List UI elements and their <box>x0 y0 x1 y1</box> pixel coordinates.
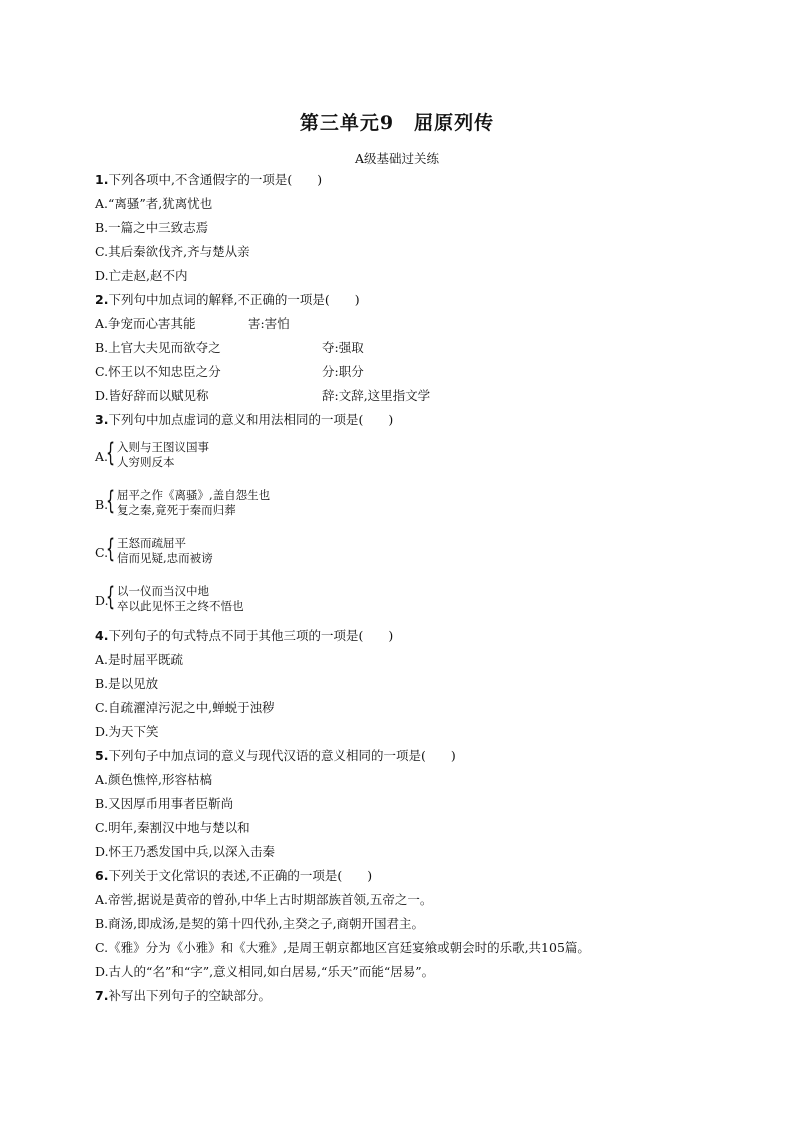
option-sentence: B.上官大夫见而欲夺之 <box>95 340 221 355</box>
option-definition: 分:职分 <box>322 364 364 379</box>
option-letter: A. <box>95 449 109 464</box>
question-text: 下列句子中加点词的意义与现代汉语的意义相同的一项是( ) <box>108 748 456 763</box>
question-1-option-d: D.亡走赵,赵不内 <box>95 268 188 283</box>
question-number: 2. <box>95 292 109 307</box>
question-5-option-d: D.怀王乃悉发国中兵,以深入击秦 <box>95 844 276 859</box>
option-sentence: C.怀王以不知忠臣之分 <box>95 364 221 379</box>
question-6-option-d: D.古人的“名”和“字”,意义相同,如白居易,“乐天”而能“居易”。 <box>95 964 435 979</box>
question-number: 3. <box>95 412 109 427</box>
question-6-option-c: C.《雅》分为《小雅》和《大雅》,是周王朝京都地区宫廷宴飨或朝会时的乐歌,共105篇。 <box>95 940 590 955</box>
question-6-option-b: B.商汤,即成汤,是契的第十四代孙,主癸之子,商朝开国君主。 <box>95 916 425 931</box>
question-text: 下列句中加点词的解释,不正确的一项是( ) <box>108 292 360 307</box>
option-line-2: 人穷则反本 <box>117 455 175 469</box>
option-line-1: 王怒而疏屈平 <box>117 536 186 550</box>
question-number: 5. <box>95 748 109 763</box>
question-1-option-b: B.一篇之中三致志焉 <box>95 220 209 235</box>
question-7-stem <box>95 988 271 1004</box>
option-letter: C. <box>95 545 109 560</box>
option-letter: D. <box>95 593 109 608</box>
question-text: 下列各项中,不含通假字的一项是( ) <box>108 172 323 187</box>
option-line-2: 复之秦,竟死于秦而归葬 <box>117 503 236 517</box>
option-line-2: 卒以此见怀王之终不悟也 <box>117 599 244 613</box>
question-2-option-c <box>95 364 364 380</box>
question-2-option-d <box>95 388 431 404</box>
question-5-option-a: A.颜色憔悴,形容枯槁 <box>95 772 212 787</box>
question-number: 6. <box>95 868 109 883</box>
option-line-1: 屈平之作《离骚》,盖自怨生也 <box>117 488 271 502</box>
brace-icon: { <box>106 534 116 564</box>
option-line-1: 入则与王图议国事 <box>117 440 209 454</box>
question-number: 1. <box>95 172 109 187</box>
question-2-option-a <box>95 316 290 332</box>
question-number: 4. <box>95 628 109 643</box>
question-4-option-b: B.是以见放 <box>95 676 159 691</box>
option-line-1: 以一仪而当汉中地 <box>117 584 209 598</box>
question-1-stem <box>95 172 322 188</box>
brace-icon: { <box>106 582 116 612</box>
brace-icon: { <box>106 438 116 468</box>
option-sentence: A.争宠而心害其能 <box>95 316 196 331</box>
question-text: 下列句中加点虚词的意义和用法相同的一项是( ) <box>108 412 394 427</box>
question-4-stem <box>95 628 393 644</box>
question-2-option-b <box>95 340 364 356</box>
question-6-option-a: A.帝喾,据说是黄帝的曾孙,中华上古时期部族首领,五帝之一。 <box>95 892 433 907</box>
option-letter: B. <box>95 497 109 512</box>
question-3-stem <box>95 412 393 428</box>
question-text: 下列句子的句式特点不同于其他三项的一项是( ) <box>108 628 394 643</box>
option-definition: 害:害怕 <box>248 316 290 331</box>
option-sentence: D.皆好辞而以赋见称 <box>95 388 209 403</box>
brace-icon: { <box>106 486 116 516</box>
question-6-stem <box>95 868 372 884</box>
question-number: 7. <box>95 988 109 1003</box>
question-4-option-d: D.为天下笑 <box>95 724 159 739</box>
question-5-stem <box>95 748 456 764</box>
question-text: 补写出下列句子的空缺部分。 <box>108 988 271 1003</box>
page-title: 第三单元9 屈原列传 <box>299 112 495 134</box>
question-5-option-c: C.明年,秦割汉中地与楚以和 <box>95 820 250 835</box>
question-1-option-c: C.其后秦欲伐齐,齐与楚从亲 <box>95 244 250 259</box>
question-4-option-a: A.是时屈平既疏 <box>95 652 184 667</box>
section-subtitle: A级基础过关练 <box>354 151 440 166</box>
question-5-option-b: B.又因厚币用事者臣靳尚 <box>95 796 234 811</box>
option-definition: 夺:强取 <box>322 340 364 355</box>
question-4-option-c: C.自疏濯淖污泥之中,蝉蜕于浊秽 <box>95 700 275 715</box>
option-definition: 辞:文辞,这里指文学 <box>322 388 431 403</box>
question-2-stem <box>95 292 360 308</box>
question-text: 下列关于文化常识的表述,不正确的一项是( ) <box>108 868 373 883</box>
option-line-2: 信而见疑,忠而被谤 <box>117 551 213 565</box>
question-1-option-a: A.“离骚”者,犹离忧也 <box>95 196 213 211</box>
